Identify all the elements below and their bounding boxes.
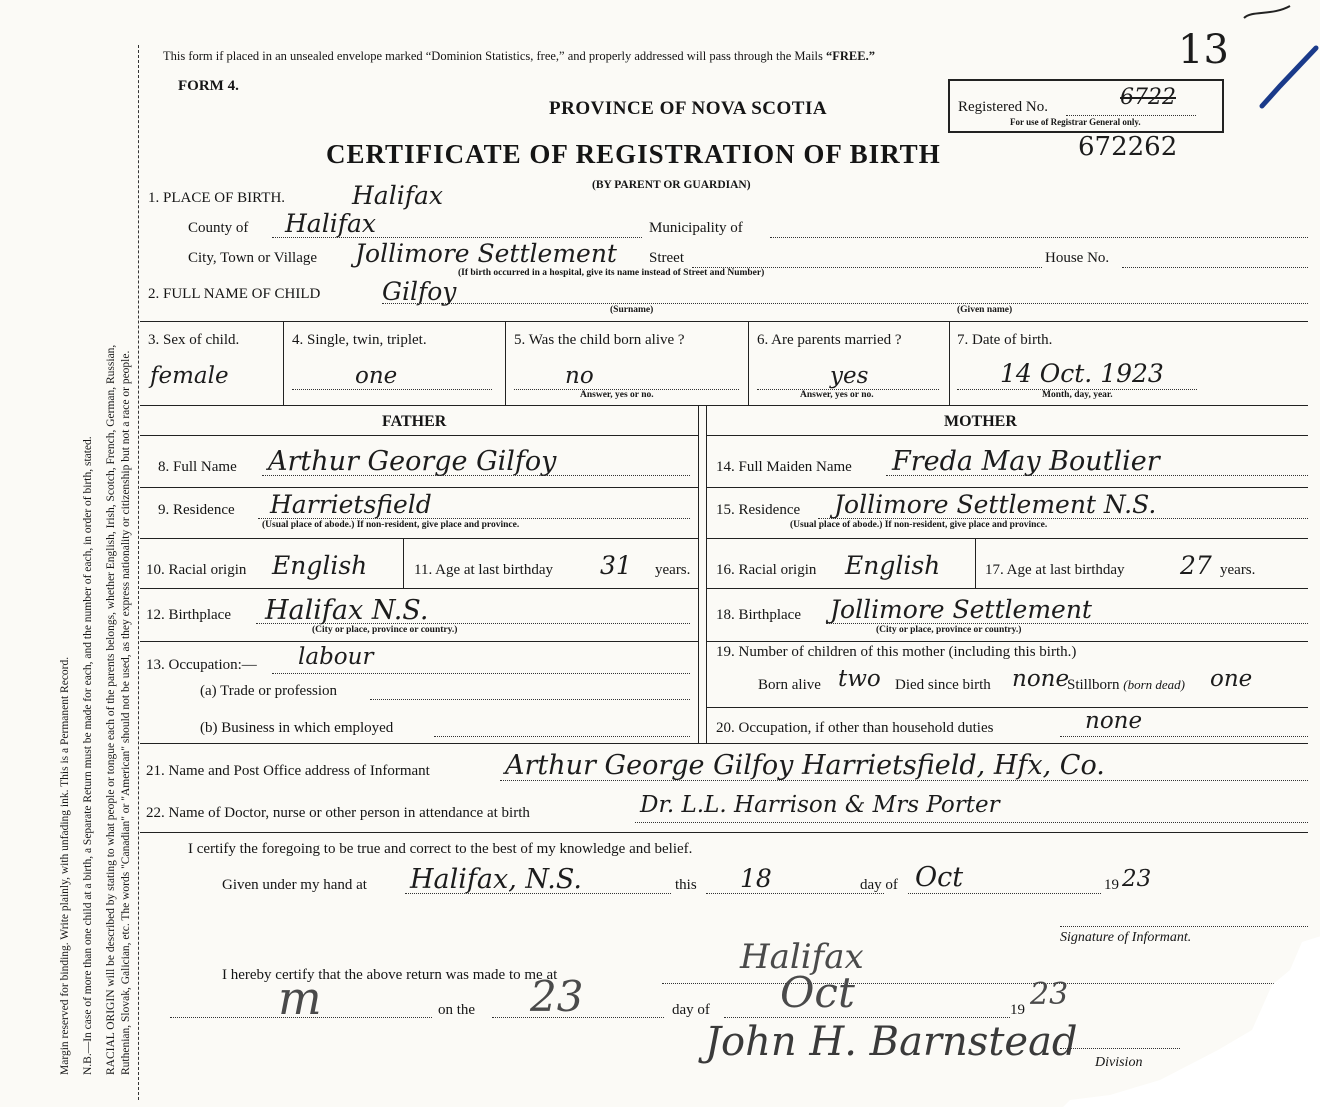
father-abode-note: (Usual place of abode.) If non-resident, give place and province. (262, 520, 520, 530)
father-residence-value: Harrietsfield (270, 490, 432, 519)
given-month-line (908, 893, 1101, 894)
place-of-birth-value: Halifax (352, 181, 443, 210)
informant-line (500, 780, 1308, 781)
given-day-line (706, 893, 884, 894)
registrar-place-value: Halifax (740, 937, 864, 977)
given-under-label: Given under my hand at (222, 877, 367, 893)
hospital-note: (If birth occurred in a hospital, give its name instead of Street and Number) (458, 268, 765, 278)
mother-racial-value: English (845, 551, 941, 580)
mail-note: This form if placed in an unsealed envelope marked “Dominion Statistics, free,” and properly addressed will pass through the Mails “FREE.” (163, 49, 875, 63)
mother-residence-label: 15. Residence (716, 502, 801, 518)
place-of-birth-label: 1. PLACE OF BIRTH. (148, 190, 286, 206)
on-the-label: on the (438, 1002, 476, 1018)
father-name-line (262, 475, 690, 476)
rule-informant-top (140, 743, 1308, 744)
mother-occupation-label: 20. Occupation, if other than household duties (716, 720, 994, 736)
mother-heading: MOTHER (944, 413, 1017, 430)
child-name-line (382, 303, 1308, 304)
registration-day-line (492, 1017, 664, 1018)
stillborn-value: one (1210, 666, 1253, 692)
mother-birthplace-line (826, 623, 1308, 624)
father-racial-label: 10. Racial origin (146, 562, 247, 578)
father-age-value: 31 (600, 551, 632, 580)
rule-parents-top (140, 405, 1308, 406)
house-number-label: House No. (1045, 250, 1110, 266)
father-business-line (434, 736, 690, 737)
mother-residence-line (818, 518, 1308, 519)
born-alive-label: 5. Was the child born alive ? (514, 332, 685, 348)
father-business-label: (b) Business in which employed (200, 720, 394, 736)
certify-statement: I certify the foregoing to be true and correct to the best of my knowledge and belief. (188, 841, 693, 857)
year-prefix: 19 (1104, 877, 1119, 893)
registration-year-value: 23 (1030, 977, 1069, 1012)
side-note-multiple-births: N.B.—In case of more than one child at a birth, a Separate Return must be made for each, and the number of each, in order of birth, stated. (82, 436, 94, 1075)
registrar-note: For use of Registrar General only. (1010, 117, 1141, 127)
rule-father-8 (140, 487, 698, 488)
rule-father-10-11 (403, 538, 404, 588)
certificate-number-handwritten: 672262 (1078, 132, 1178, 162)
rule-mother-16-17 (975, 538, 976, 588)
rule-parents-divider-right (706, 405, 707, 743)
date-of-birth-caption: Month, day, year. (1042, 390, 1113, 400)
child-name-label: 2. FULL NAME OF CHILD (148, 286, 321, 302)
side-note-racial-origin-cont: Ruthenian, Slovak, Galician, etc. The words "Canadian" or "American" should not be used, as they express nationality or citizenship but not a race or people. (120, 350, 132, 1075)
mother-name-line (886, 475, 1308, 476)
father-racial-value: English (272, 551, 368, 580)
registered-number-box (948, 79, 1224, 133)
rule-row3-top (140, 321, 1308, 322)
born-alive-caption: Answer, yes or no. (580, 390, 654, 400)
mother-name-value: Freda May Boutlier (892, 446, 1160, 477)
province-heading: PROVINCE OF NOVA SCOTIA (549, 98, 828, 119)
county-value: Halifax (285, 209, 376, 238)
registration-month-line (724, 1017, 1010, 1018)
county-label: County of (188, 220, 249, 236)
rule-mother-16 (706, 588, 1308, 589)
mother-occupation-value: none (1085, 708, 1143, 734)
plurality-line (292, 389, 492, 390)
date-of-birth-value: 14 Oct. 1923 (1000, 359, 1164, 388)
page-number-handwritten: 13 (1178, 27, 1229, 73)
parents-married-value: yes (830, 363, 869, 389)
hereby-certify-label: I hereby certify that the above return was made to me at (222, 967, 558, 983)
surname-caption: (Surname) (610, 305, 654, 315)
given-month-value: Oct (915, 862, 964, 893)
father-trade-label: (a) Trade or profession (200, 683, 338, 699)
mother-abode-note: (Usual place of abode.) If non-resident, give place and province. (790, 520, 1048, 530)
rule-mother-15 (706, 538, 1308, 539)
mother-racial-label: 16. Racial origin (716, 562, 817, 578)
mother-age-value: 27 (1180, 551, 1212, 580)
sex-label: 3. Sex of child. (148, 332, 240, 348)
registrar-initial-line (170, 1017, 432, 1018)
father-birthplace-value: Halifax N.S. (265, 595, 429, 626)
date-of-birth-label: 7. Date of birth. (957, 332, 1053, 348)
mother-birthplace-label: 18. Birthplace (716, 607, 801, 623)
mother-birthplace-value: Jollimore Settlement (830, 595, 1092, 624)
rule-mother-heading (706, 435, 1308, 436)
rule-father-10 (140, 588, 698, 589)
mother-name-label: 14. Full Maiden Name (716, 459, 852, 475)
father-name-label: 8. Full Name (158, 459, 237, 475)
given-place-line (405, 893, 671, 894)
died-since-birth-value: none (1012, 666, 1070, 692)
rule-father-9 (140, 538, 698, 539)
this-label: this (675, 877, 697, 893)
attendant-line (635, 822, 1308, 823)
city-value: Jollimore Settlement (355, 239, 617, 268)
parents-married-label: 6. Are parents married ? (757, 332, 902, 348)
year-prefix-2: 19 (1010, 1002, 1025, 1018)
side-note-binding: Margin reserved for binding. Write plainly, with unfading ink. This is a Permanent Record. (59, 656, 71, 1075)
father-residence-line (258, 518, 690, 519)
registrar-initial: m (278, 971, 322, 1025)
division-label: Division (1095, 1055, 1143, 1070)
father-residence-label: 9. Residence (158, 502, 235, 518)
father-occupation-value: labour (298, 644, 374, 670)
given-name-caption: (Given name) (957, 305, 1013, 315)
registration-day-value: 23 (530, 972, 584, 1021)
municipality-label: Municipality of (649, 220, 743, 236)
born-alive-count-label: Born alive (758, 677, 821, 693)
side-note-racial-origin: RACIAL ORIGIN will be described by stating to what people or tongue each of the parents belongs, whether English, Irish, Scotch, French, German, Russian, (105, 344, 117, 1075)
mother-residence-value: Jollimore Settlement N.S. (834, 490, 1157, 519)
street-label: Street (649, 250, 684, 266)
children-count-label: 19. Number of children of this mother (including this birth.) (716, 644, 1077, 660)
mother-age-years: years. (1220, 562, 1256, 578)
mother-age-label: 17. Age at last birthday (985, 562, 1125, 578)
father-birthplace-label: 12. Birthplace (146, 607, 231, 623)
sex-value: female (150, 363, 229, 389)
registration-month-value: Oct (780, 968, 855, 1017)
certificate-title: CERTIFICATE OF REGISTRATION OF BIRTH (326, 139, 941, 169)
rule-mother-18 (706, 641, 1308, 642)
died-since-birth-label: Died since birth (895, 677, 991, 693)
stillborn-label: Stillborn (born dead) (1067, 677, 1186, 693)
given-day-value: 18 (740, 864, 772, 893)
mother-occupation-line (1060, 736, 1308, 737)
city-label: City, Town or Village (188, 250, 318, 266)
rule-mother-19 (706, 707, 1308, 708)
house-number-line (1122, 267, 1308, 268)
father-birthplace-note: (City or place, province or country.) (312, 625, 458, 635)
mother-birthplace-note: (City or place, province or country.) (876, 625, 1022, 635)
plurality-label: 4. Single, twin, triplet. (292, 332, 427, 348)
father-name-value: Arthur George Gilfoy (268, 446, 557, 477)
plurality-value: one (355, 363, 398, 389)
signature-caption: Signature of Informant. (1060, 930, 1192, 945)
born-alive-count-value: two (838, 666, 881, 692)
rule-father-heading (140, 435, 698, 436)
father-birthplace-line (256, 623, 690, 624)
rule-col-c (748, 321, 749, 405)
father-occupation-label: 13. Occupation:— (146, 657, 257, 673)
rule-informant-bottom (140, 832, 1308, 833)
informant-signature-line (1060, 926, 1308, 927)
father-age-years: years. (655, 562, 691, 578)
rule-col-b (505, 321, 506, 405)
informant-value: Arthur George Gilfoy Harrietsfield, Hfx, Co. (505, 750, 1105, 781)
born-alive-value: no (565, 363, 594, 389)
rule-mother-14 (706, 487, 1308, 488)
father-occupation-line (272, 673, 690, 674)
rule-parents-divider-left (698, 405, 699, 743)
attendant-label: 22. Name of Doctor, nurse or other person in attendance at birth (146, 805, 530, 821)
parents-married-caption: Answer, yes or no. (800, 390, 874, 400)
registered-number-value: 6722 (1120, 85, 1176, 110)
torn-corner (1040, 930, 1320, 1107)
municipality-line (770, 237, 1308, 238)
form-number: FORM 4. (178, 78, 239, 94)
informant-label: 21. Name and Post Office address of Informant (146, 763, 430, 779)
rule-father-12 (140, 641, 698, 642)
given-year-value: 23 (1122, 866, 1152, 892)
rule-col-d (949, 321, 950, 405)
registered-line (1066, 115, 1196, 116)
father-trade-line (370, 699, 690, 700)
day-of-label-2: day of (672, 1002, 710, 1018)
child-surname-value: Gilfoy (382, 277, 457, 306)
registered-label: Registered No. (958, 99, 1048, 115)
father-age-label: 11. Age at last birthday (414, 562, 553, 578)
registrar-signature: John H. Barnstead (705, 1019, 1078, 1065)
rule-col-a (283, 321, 284, 405)
father-heading: FATHER (382, 413, 447, 430)
attendant-value: Dr. L.L. Harrison & Mrs Porter (640, 792, 1000, 818)
pen-check-mark (1232, 0, 1320, 120)
day-of-label: day of (860, 877, 898, 893)
binding-margin-line (138, 45, 139, 1100)
certificate-subtitle: (BY PARENT OR GUARDIAN) (592, 179, 751, 191)
given-place-value: Halifax, N.S. (410, 864, 582, 895)
